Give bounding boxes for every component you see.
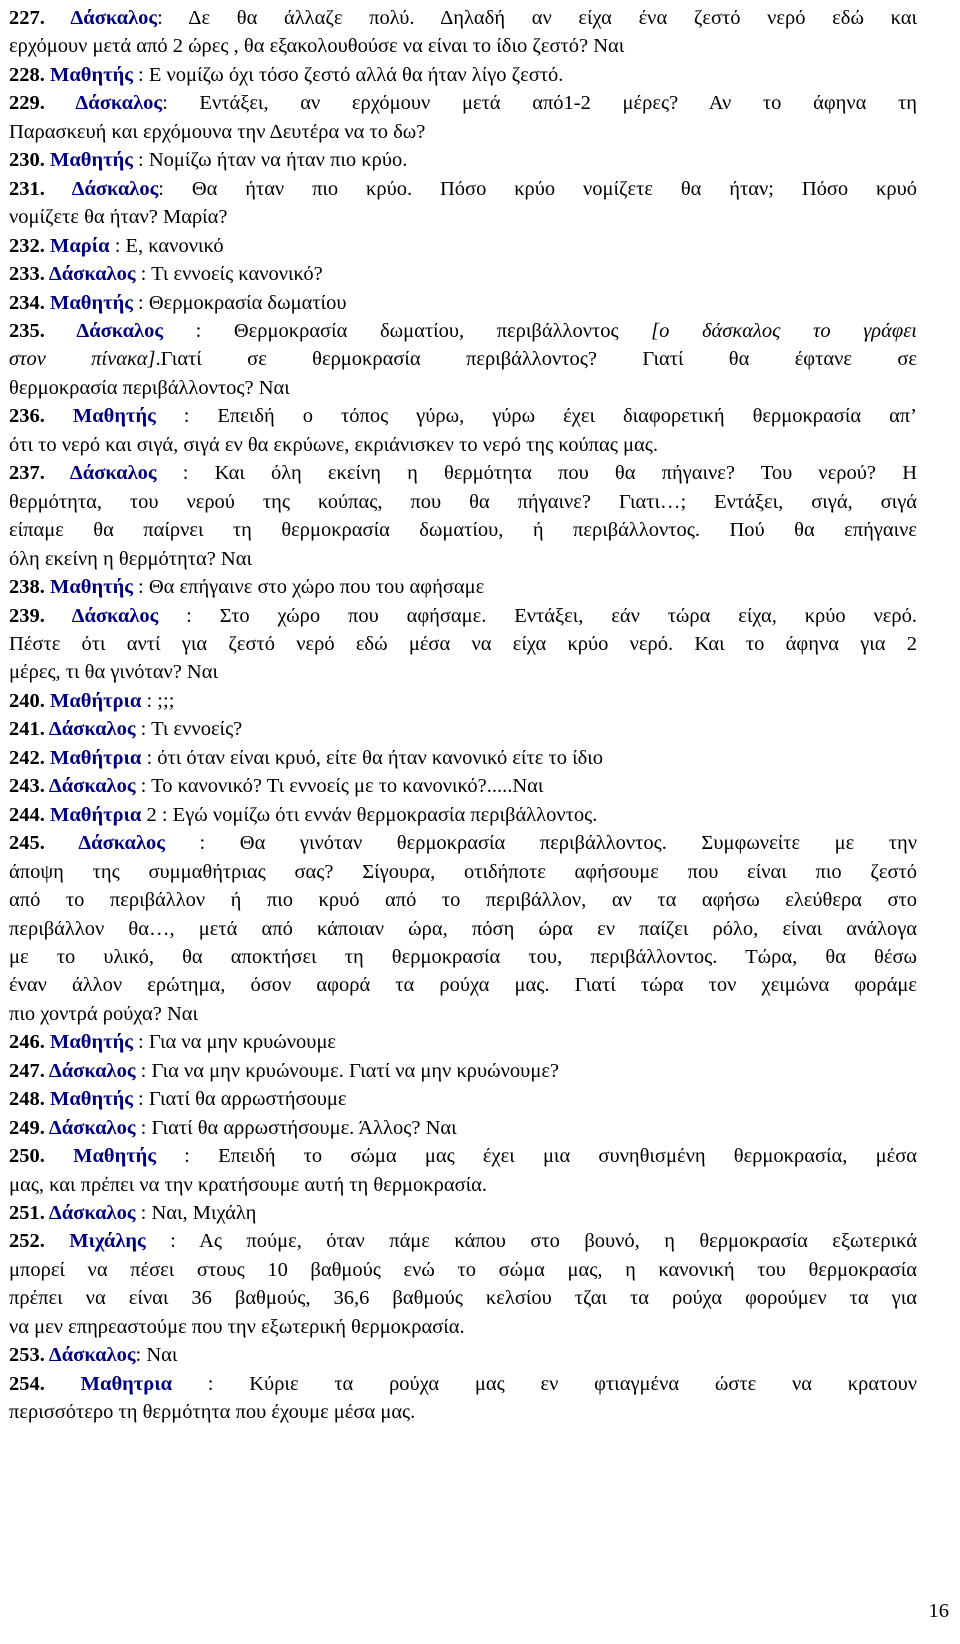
transcript-line [9,658,917,686]
speaker-name: Μαθήτρια [50,689,142,712]
line-text: : Δε θα άλλαζε πολύ. Δηλαδή αν είχα ένα ζεστό νερό εδώ και [157,7,917,29]
page-number: 16 [928,1600,949,1622]
speaker-name: Δάσκαλος [78,832,165,855]
speaker-name: Μαθητής [72,405,156,428]
transcript-line [9,89,917,117]
line-text: όλη εκείνη η θερμότητα? Ναι [9,547,252,570]
speaker-name: Δάσκαλος [48,718,136,741]
speaker-name: Μαθητρια [80,1372,173,1395]
line-number: 227. [9,7,71,29]
line-text: είπαμε θα παίρνει τη θερμοκρασία δωματίου, ή περιβάλλοντος. Πού θα επήγαινε [9,519,917,542]
line-text: .Γιατί σε θερμοκρασία περιβάλλοντος? Γιατί θα έφτανε σε [155,348,917,371]
transcript-line [9,1370,917,1398]
line-text: μας, και πρέπει να την κρατήσουμε αυτή τη θερμοκρασία. [9,1173,488,1196]
line-text: : Ε νομίζω όχι τόσο ζεστό αλλά θα ήταν λίγο ζεστό. [132,63,564,86]
line-text: περιβάλλον θα…, μετά από κάποιαν ώρα, πόση ώρα εν παίζει ρόλο, είναι ανάλογα [9,917,917,940]
speaker-name: Δάσκαλος [48,1344,136,1367]
line-text: : Επειδή το σώμα μας έχει μια συνηθισμένη θερμοκρασία, μέσα [155,1145,917,1168]
transcript-line [9,772,917,800]
line-text: μέρες, τι θα γινόταν? Ναι [9,661,218,684]
line-text: μπορεί να πέσει στους 10 βαθμούς ενώ το σώμα μας, η κανονική του θερμοκρασία [9,1258,917,1281]
line-number: 253. [9,1344,49,1367]
transcript-line [9,289,917,317]
line-text: νομίζετε θα ήταν? Μαρία? [9,206,228,229]
stage-direction: [ο δάσκαλος το γράφει [651,319,917,342]
speaker-name: Μαθητής [50,63,133,86]
transcript-line [9,602,917,630]
speaker-name: Δάσκαλος [71,604,187,627]
speaker-name: Μαθητής [50,1031,133,1054]
speaker-name: Δάσκαλος [48,1202,136,1225]
transcript-line [9,1284,917,1312]
line-number: 234. [9,291,50,314]
line-text: : Επειδή ο τόπος γύρω, γύρω έχει διαφορετική θερμοκρασία απ’ [155,405,917,428]
speaker-name: Δάσκαλος [48,775,136,798]
line-text: : Θερμοκρασία δωματίου [132,291,347,314]
line-text: : Γιατί θα αρρωστήσουμε. Άλλος? Ναι [135,1116,457,1139]
transcript-line [9,630,917,658]
speaker-name: Μαθητής [50,576,133,599]
line-text: : Ας πούμε, όταν πάμε κάπου στο βουνό, η θερμοκρασία εξωτερικά [145,1230,917,1253]
transcript-line [9,1142,917,1170]
line-number: 254. [9,1372,81,1395]
line-text: : Για να μην κρυώνουμε [132,1031,337,1054]
line-text: θερμότητα, του νερού της κούπας, που θα πήγαινε? Γιατι…; Εντάξει, σιγά, σιγά [9,490,917,513]
line-number: 239. [9,604,72,627]
line-text: Πέστε ότι αντί για ζεστό νερό εδώ μέσα να είχα κρύο νερό. Και το άφηνα για 2 [9,632,917,655]
line-text: : ;;; [141,689,175,712]
transcript-line [9,175,917,203]
transcript-line [9,1398,917,1426]
speaker-name: Μιχάλης [69,1230,146,1253]
transcript-line [9,488,917,516]
transcript-line [9,545,917,573]
transcript-line [9,744,917,772]
line-number: 241. [9,718,49,741]
transcript-page [9,4,917,1427]
speaker-name: Μαθητής [73,1145,156,1168]
transcript-line [9,1341,917,1369]
line-text: άποψη της συμμαθήτριας σας? Σίγουρα, οτιδήποτε αφήσουμε που είναι πιο ζεστό [9,860,917,883]
line-number: 246. [9,1031,50,1054]
line-text: : Γιατί θα αρρωστήσουμε [132,1088,347,1111]
transcript-line [9,4,917,32]
transcript-line [9,516,917,544]
speaker-name: Δάσκαλος [48,263,136,286]
transcript-line [9,1000,917,1028]
line-number: 237. [9,462,70,485]
line-number: 236. [9,405,73,428]
transcript-line [9,345,917,373]
line-text: : Κύριε τα ρούχα μας εν φτιαγμένα ώστε να κρατουν [172,1372,917,1395]
transcript-line [9,1199,917,1227]
transcript-line [9,61,917,89]
line-text: από το περιβάλλον ή πιο κρυό από το περιβάλλον, αν τα αφήσω ελεύθερα στο [9,889,917,912]
speaker-name: Δάσκαλος [71,177,159,200]
line-text: : Εντάξει, αν ερχόμουν μετά από1-2 μέρες? Αν το άφηνα τη [162,92,917,115]
transcript-line [9,374,917,402]
transcript-line [9,459,917,487]
line-text: : Θα ήταν πιο κρύο. Πόσο κρύο νομίζετε θα ήταν; Πόσο κρυό [158,177,917,200]
line-text: : Ναι [135,1344,178,1367]
line-number: 243. [9,775,49,798]
transcript-line [9,573,917,601]
line-text: : Ναι, Μιχάλη [135,1202,257,1225]
speaker-name: Δάσκαλος [70,7,158,29]
line-text: : Θα γινόταν θερμοκρασία περιβάλλοντος. Συμφωνείτε με την [164,832,917,855]
speaker-name: Μαθήτρια [50,803,142,826]
transcript-line [9,32,917,60]
transcript-line [9,232,917,260]
transcript-line [9,260,917,288]
line-text: : Στο χώρο που αφήσαμε. Εντάξει, εάν τώρα είχα, κρύο νερό. [186,604,917,627]
transcript-line [9,715,917,743]
transcript-line [9,1313,917,1341]
line-text: να μεν επηρεαστούμε που την εξωτερική θερμοκρασία. [9,1315,465,1338]
line-text: : Τι εννοείς? [135,718,243,741]
line-number: 232. [9,234,50,257]
line-text: με το υλικό, θα αποκτήσει τη θερμοκρασία του, περιβάλλοντος. Τώρα, θα θέσω [9,945,917,968]
transcript-line [9,118,917,146]
transcript-line [9,943,917,971]
line-text: ότι το νερό και σιγά, σιγά εν θα εκρύωνε, εκριάνισκεν το νερό της κούπας μας. [9,433,658,456]
speaker-name: Δάσκαλος [48,1059,136,1082]
line-number: 233. [9,263,49,286]
line-text: : Για να μην κρυώνουμε. Γιατί να μην κρυώνουμε? [135,1059,560,1082]
line-text: 2 : Εγώ νομίζω ότι εννάν θερμοκρασία περιβάλλοντος. [141,803,598,826]
line-number: 238. [9,576,50,599]
line-text: : ότι όταν είναι κρυό, είτε θα ήταν κανονικό είτε το ίδιο [141,746,604,769]
speaker-name: Μαθητής [50,1088,133,1111]
transcript-line [9,829,917,857]
transcript-line [9,1256,917,1284]
line-text: : Τι εννοείς κανονικό? [135,263,323,286]
line-number: 245. [9,832,79,855]
line-number: 230. [9,149,50,172]
stage-direction: στον πίνακα] [9,348,156,371]
transcript-line [9,971,917,999]
speaker-name: Δάσκαλος [76,319,163,342]
line-number: 251. [9,1202,49,1225]
line-text: πρέπει να είναι 36 βαθμούς, 36,6 βαθμούς κελσίου τζαι τα ρούχα φορούμεν τα για [9,1287,917,1310]
speaker-name: Μαρία [50,234,110,257]
line-text: : Θερμοκρασία δωματίου, περιβάλλοντος [163,319,652,342]
speaker-name: Δάσκαλος [48,1116,136,1139]
speaker-name: Δάσκαλος [69,462,157,485]
line-text: έναν άλλον ερώτημα, όσον αφορά τα ρούχα μας. Γιατί τώρα τον χειμώνα φοράμε [9,974,917,997]
transcript-line [9,1085,917,1113]
line-number: 252. [9,1230,70,1253]
transcript-line [9,146,917,174]
line-text: : Το κανονικό? Τι εννοείς με το κανονικό?.....Ναι [135,775,544,798]
transcript-line [9,801,917,829]
transcript-line [9,402,917,430]
transcript-line [9,203,917,231]
line-number: 247. [9,1059,49,1082]
transcript-line [9,1057,917,1085]
line-text: ερχόμουν μετά από 2 ώρες , θα εξακολουθούσε να είναι το ίδιο ζεστό? Ναι [9,35,625,58]
line-text: πιο χοντρά ρούχα? Ναι [9,1002,199,1025]
transcript-line [9,1227,917,1255]
transcript-line [9,431,917,459]
line-text: Παρασκευή και ερχόμουνα την Δευτέρα να το δω? [9,120,426,143]
line-text: θερμοκρασία περιβάλλοντος? Ναι [9,376,290,399]
speaker-name: Μαθητής [50,291,133,314]
line-number: 240. [9,689,50,712]
line-text: : Νομίζω ήταν να ήταν πιο κρύο. [132,149,408,172]
line-number: 235. [9,319,77,342]
transcript-line [9,687,917,715]
transcript-line [9,317,917,345]
transcript-line [9,886,917,914]
line-text: : Και όλη εκείνη η θερμότητα που θα πήγαινε? Του νερού? Η [156,462,917,485]
speaker-name: Μαθήτρια [50,746,142,769]
speaker-name: Δάσκαλος [75,92,163,115]
transcript-line [9,1114,917,1142]
speaker-name: Μαθητής [50,149,133,172]
line-number: 244. [9,803,50,826]
line-number: 231. [9,177,72,200]
line-number: 249. [9,1116,49,1139]
line-number: 228. [9,63,50,86]
transcript-line [9,915,917,943]
line-text: : Ε, κανονικό [109,234,224,257]
line-text: περισσότερο τη θερμότητα που έχουμε μέσα μας. [9,1401,416,1424]
line-number: 229. [9,92,76,115]
transcript-line [9,858,917,886]
line-number: 250. [9,1145,74,1168]
line-text: : Θα επήγαινε στο χώρο που του αφήσαμε [132,576,485,599]
transcript-line [9,1028,917,1056]
line-number: 248. [9,1088,50,1111]
line-number: 242. [9,746,50,769]
transcript-line [9,1171,917,1199]
